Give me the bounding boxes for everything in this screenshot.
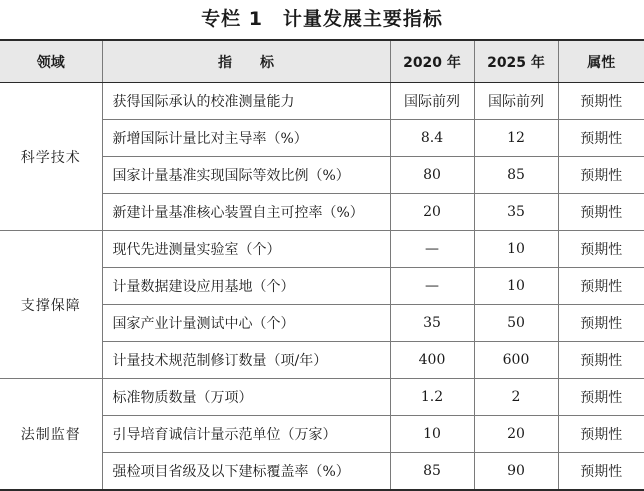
table-row — [0, 379, 644, 416]
value-2025: 2 — [474, 379, 558, 416]
value-2025: 35 — [474, 194, 558, 231]
value-2020: — — [390, 268, 474, 305]
attribute-cell: 预期性 — [558, 194, 644, 231]
indicator-name: 新建计量基准核心装置自主可控率（%） — [102, 194, 390, 231]
indicator-name: 新增国际计量比对主导率（%） — [102, 120, 390, 157]
indicator-name: 国家产业计量测试中心（个） — [102, 305, 390, 342]
domain-cell: 法制监督 — [0, 379, 102, 491]
attribute-cell: 预期性 — [558, 379, 644, 416]
indicator-name: 现代先进测量实验室（个） — [102, 231, 390, 268]
attribute-cell: 预期性 — [558, 453, 644, 491]
indicator-name: 获得国际承认的校准测量能力 — [102, 83, 390, 120]
attribute-cell: 预期性 — [558, 157, 644, 194]
attribute-cell: 预期性 — [558, 342, 644, 379]
header-indicator — [102, 40, 390, 83]
value-2020: 400 — [390, 342, 474, 379]
attribute-cell: 预期性 — [558, 268, 644, 305]
attribute-cell: 预期性 — [558, 231, 644, 268]
indicator-table — [0, 39, 644, 491]
attribute-cell: 预期性 — [558, 120, 644, 157]
attribute-cell: 预期性 — [558, 416, 644, 453]
attribute-cell: 预期性 — [558, 83, 644, 120]
domain-cell: 支撑保障 — [0, 231, 102, 379]
page-title: 专栏 1 计量发展主要指标 — [201, 8, 443, 30]
value-2020: 80 — [390, 157, 474, 194]
indicator-name: 国家计量基准实现国际等效比例（%） — [102, 157, 390, 194]
table-header-row — [0, 40, 644, 83]
value-2025: 600 — [474, 342, 558, 379]
domain-cell: 科学技术 — [0, 83, 102, 231]
value-2025: 10 — [474, 231, 558, 268]
value-2025: 国际前列 — [474, 83, 558, 120]
value-2020: 8.4 — [390, 120, 474, 157]
value-2020: — — [390, 231, 474, 268]
value-2020: 1.2 — [390, 379, 474, 416]
header-2020: 2020 年 — [390, 40, 474, 83]
value-2020: 国际前列 — [390, 83, 474, 120]
indicator-name: 标准物质数量（万项） — [102, 379, 390, 416]
table-row — [0, 83, 644, 120]
value-2020: 85 — [390, 453, 474, 491]
header-indicator-b: 标 — [260, 54, 274, 71]
value-2020: 20 — [390, 194, 474, 231]
value-2025: 90 — [474, 453, 558, 491]
value-2025: 12 — [474, 120, 558, 157]
header-2025: 2025 年 — [474, 40, 558, 83]
value-2025: 50 — [474, 305, 558, 342]
value-2025: 10 — [474, 268, 558, 305]
value-2020: 10 — [390, 416, 474, 453]
table-row — [0, 231, 644, 268]
header-indicator-a: 指 — [218, 54, 232, 71]
attribute-cell: 预期性 — [558, 305, 644, 342]
indicator-name: 计量技术规范制修订数量（项/年） — [102, 342, 390, 379]
value-2020: 35 — [390, 305, 474, 342]
indicator-name: 强检项目省级及以下建标覆盖率（%） — [102, 453, 390, 491]
indicator-name: 计量数据建设应用基地（个） — [102, 268, 390, 305]
value-2025: 20 — [474, 416, 558, 453]
header-attribute: 属性 — [558, 40, 644, 83]
indicator-name: 引导培育诚信计量示范单位（万家） — [102, 416, 390, 453]
header-domain: 领域 — [0, 40, 102, 83]
value-2025: 85 — [474, 157, 558, 194]
